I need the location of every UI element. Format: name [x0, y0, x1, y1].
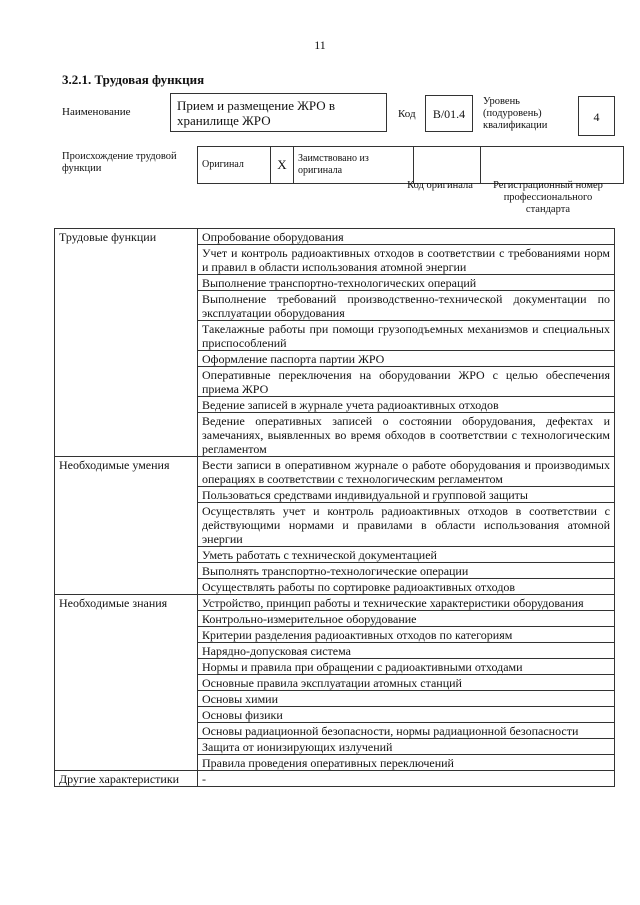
function-code-value: В/01.4 [425, 95, 473, 132]
section-item: Учет и контроль радиоактивных отходов в соответствии с требованиями норм и правил в области использования атомной энергии [198, 245, 615, 275]
origin-code-cell [414, 147, 481, 184]
section-item: Нормы и правила при обращении с радиоактивными отходами [198, 659, 615, 675]
page-number: 11 [314, 38, 326, 52]
section-item: Критерии разделения радиоактивных отходов по категориям [198, 627, 615, 643]
section-item: Уметь работать с технической документацией [198, 547, 615, 563]
table-row [55, 229, 615, 245]
function-name-value: Прием и размещение ЖРО в хранилище ЖРО [170, 93, 387, 132]
section-item: Контрольно-измерительное оборудование [198, 611, 615, 627]
reg-number-caption: Регистрационный номер профессионального стандарта [493, 180, 603, 215]
section-item: Выполнять транспортно-технологические операции [198, 563, 615, 579]
section-title: 3.2.1. Трудовая функция [62, 72, 205, 87]
section-item: Оформление паспорта партии ЖРО [198, 351, 615, 367]
origin-reg-cell [481, 147, 624, 184]
section-item: Осуществлять учет и контроль радиоактивных отходов в соответствии с действующими нормами и правилами в области использования атомной энергии [198, 503, 615, 547]
section-item: Основы химии [198, 691, 615, 707]
section-item: Такелажные работы при помощи грузоподъемных механизмов и специальных приспособлений [198, 321, 615, 351]
origin-table [197, 146, 624, 184]
code-original-caption: Код оригинала [407, 180, 473, 191]
table-row [55, 595, 615, 611]
section-item: Осуществлять работы по сортировке радиоактивных отходов [198, 579, 615, 595]
section-item: Основы физики [198, 707, 615, 723]
borrowed-label: Заимствовано из оригинала [294, 147, 414, 184]
origin-label: Происхождение трудовой функции [62, 151, 177, 174]
section-category: Необходимые знания [55, 595, 198, 771]
table-row [55, 771, 615, 787]
section-item: Правила проведения оперативных переключений [198, 755, 615, 771]
section-item: Выполнение транспортно-технологических операций [198, 275, 615, 291]
section-item: Защита от ионизирующих излучений [198, 739, 615, 755]
level-label: Уровень (подуровень) квалификации [483, 96, 548, 131]
section-category: Необходимые умения [55, 457, 198, 595]
section-category: Трудовые функции [55, 229, 198, 457]
section-item: Оперативные переключения на оборудовании ЖРО с целью обеспечения приема ЖРО [198, 367, 615, 397]
section-item: Основные правила эксплуатации атомных станций [198, 675, 615, 691]
section-category: Другие характеристики [55, 771, 198, 787]
section-item: Опробование оборудования [198, 229, 615, 245]
name-label: Наименование [62, 106, 131, 118]
section-item: Ведение записей в журнале учета радиоактивных отходов [198, 397, 615, 413]
section-item: Выполнение требований производственно-технической документации по эксплуатации оборудования [198, 291, 615, 321]
section-item: Основы радиационной безопасности, нормы радиационной безопасности [198, 723, 615, 739]
section-item: Ведение оперативных записей о состоянии оборудования, дефектах и замечаниях, выявленных во время обходов в соответствии с технологическим регламентом [198, 413, 615, 457]
section-item: Пользоваться средствами индивидуальной и групповой защиты [198, 487, 615, 503]
section-item: Вести записи в оперативном журнале о работе оборудования и производимых операциях в соответствии с технологическим регламентом [198, 457, 615, 487]
function-details-table [54, 228, 615, 787]
qualification-level-value: 4 [578, 96, 615, 136]
table-row [55, 457, 615, 487]
original-mark: X [271, 147, 294, 184]
original-label: Оригинал [198, 147, 271, 184]
section-item: - [198, 771, 615, 787]
section-item: Нарядно-допусковая система [198, 643, 615, 659]
code-label: Код [398, 108, 416, 120]
section-item: Устройство, принцип работы и технические характеристики оборудования [198, 595, 615, 611]
